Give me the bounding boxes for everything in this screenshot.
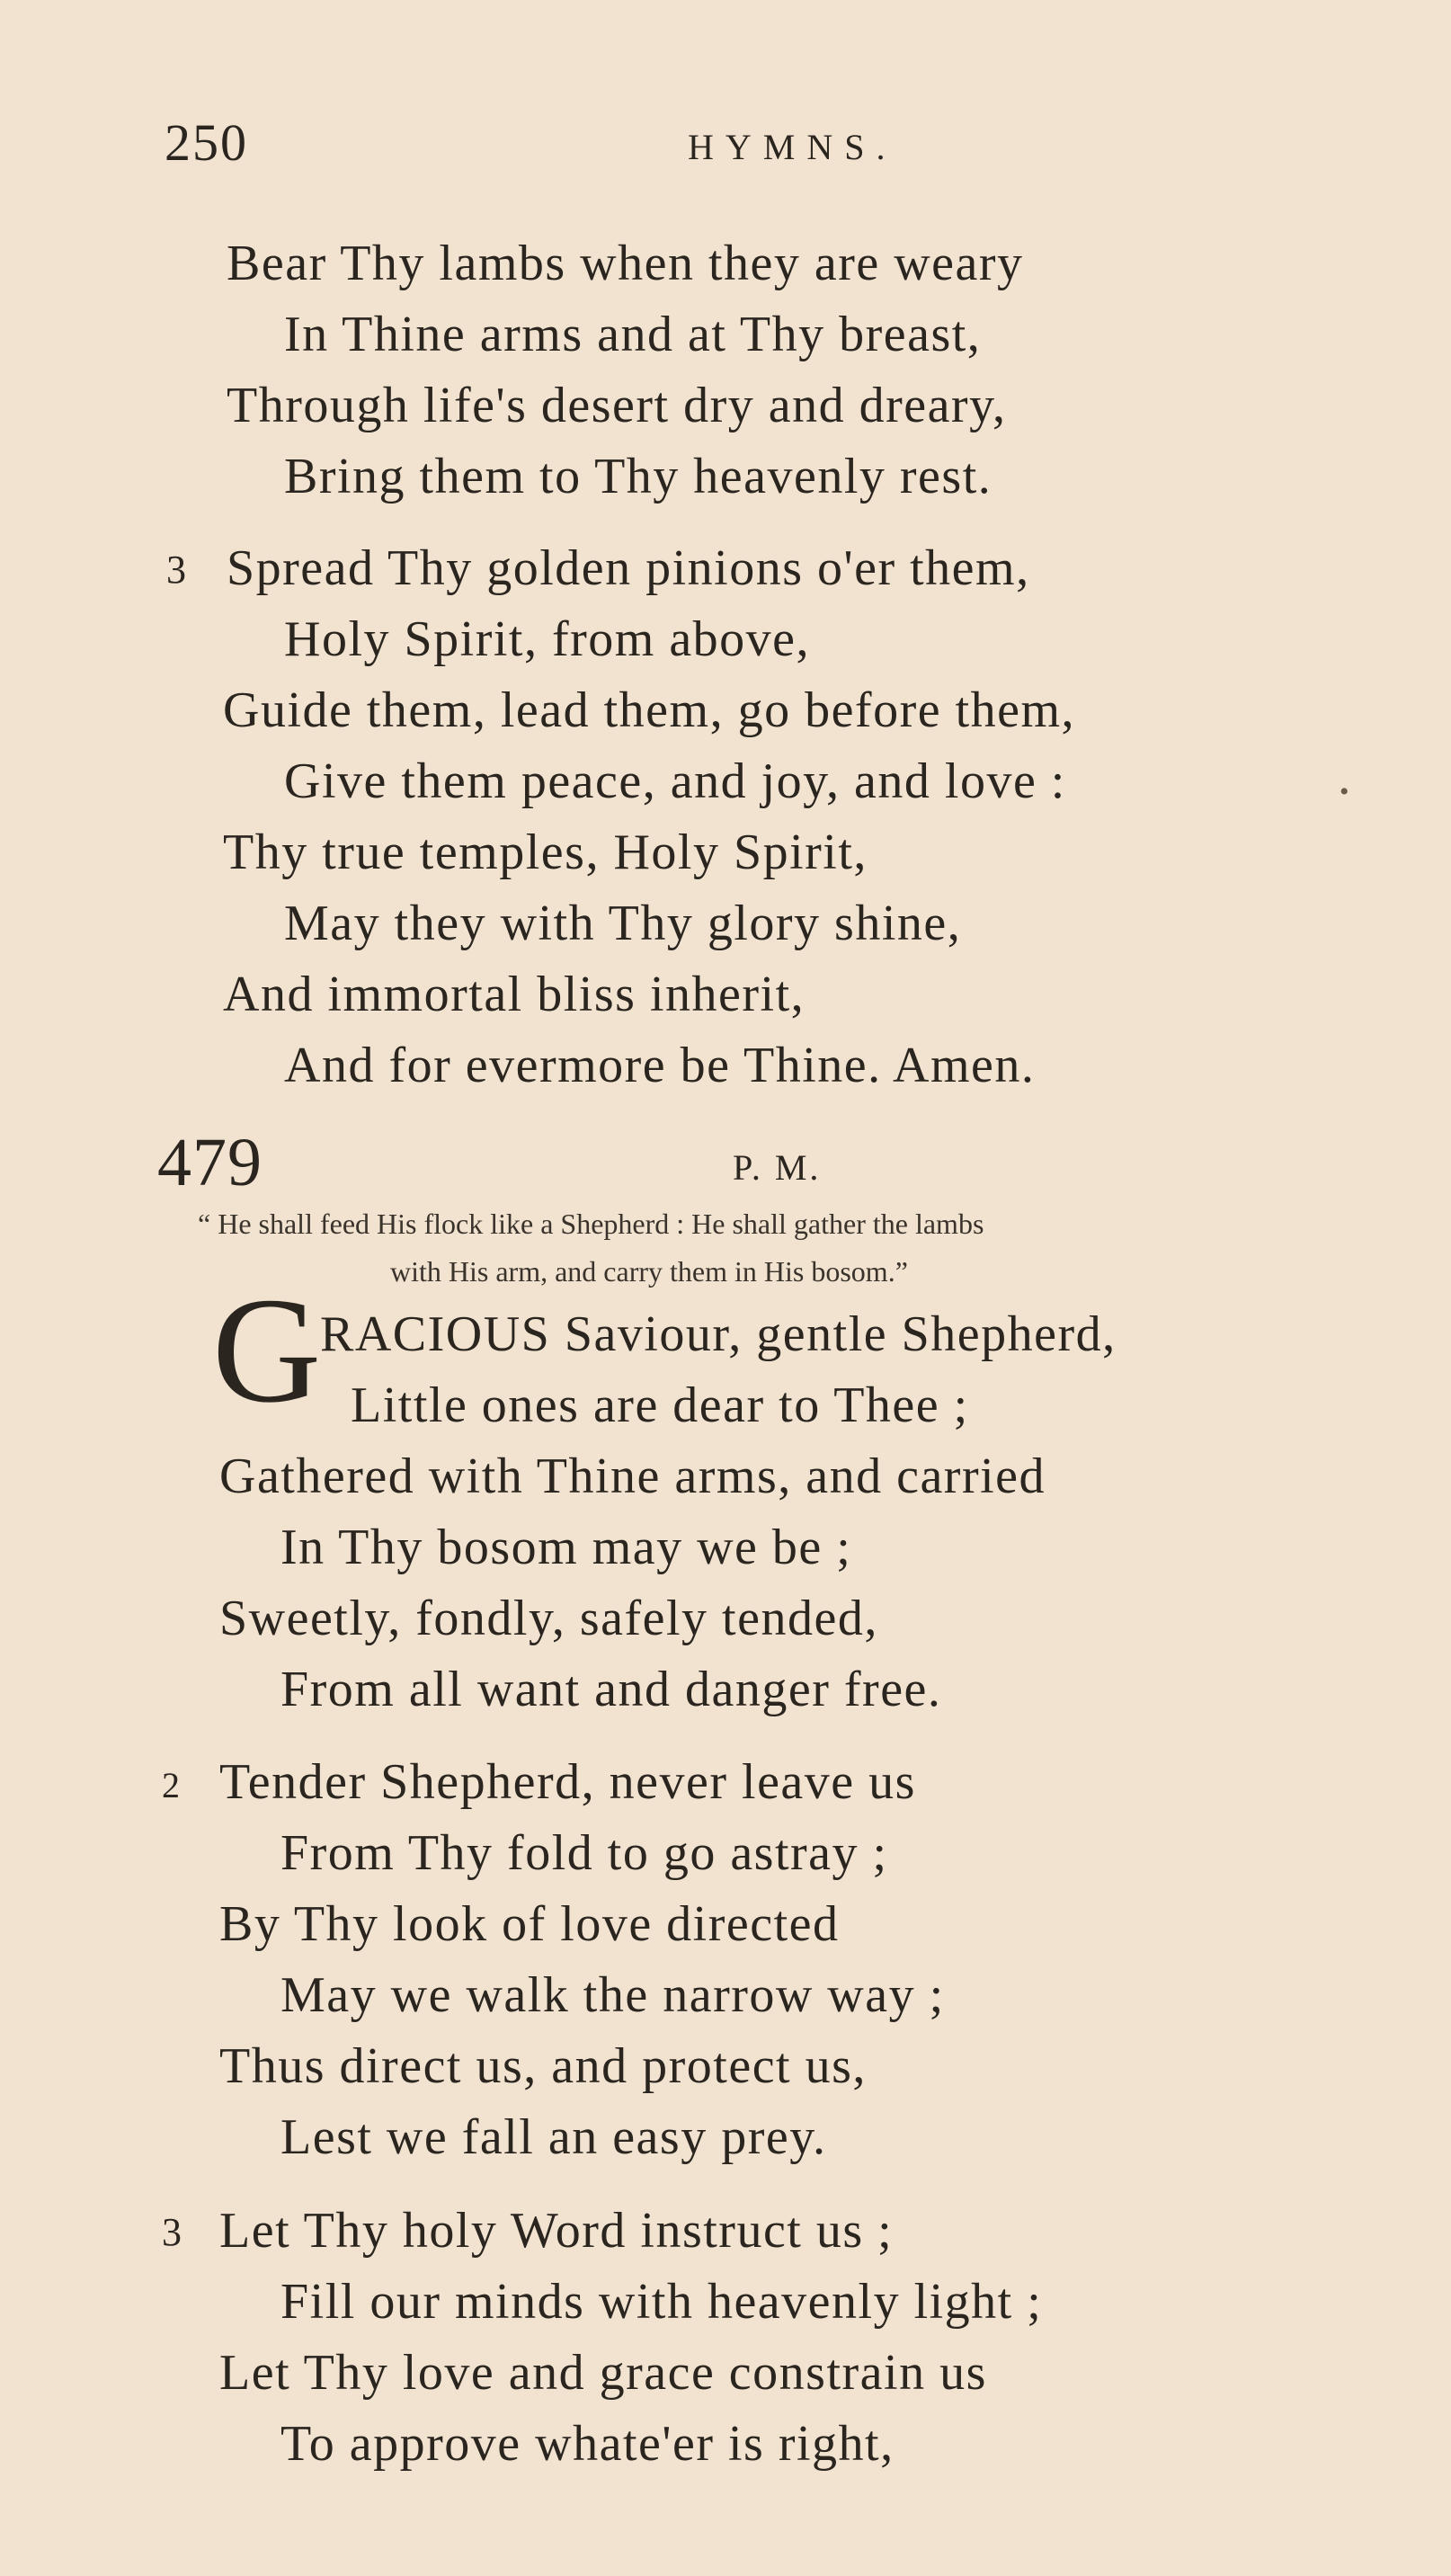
verse-line: Bring them to Thy heavenly rest. [284,449,993,504]
stanza-number: 3 [162,2210,182,2254]
verse-line: In Thine arms and at Thy breast, [284,307,982,362]
epigraph-line: “ He shall feed His flock like a Shepherd : He shall gather the lambs [198,1208,984,1240]
epigraph-line: with His arm, and carry them in His bosom.” [390,1255,908,1288]
verse-line: In Thy bosom may we be ; [280,1520,852,1575]
page-number: 250 [165,113,248,172]
hymn-number: 479 [157,1125,263,1200]
verse-line: Spread Thy golden pinions o'er them, [227,540,1030,596]
verse-line: From Thy fold to go astray ; [280,1825,888,1881]
verse-line: Holy Spirit, from above, [284,611,811,667]
ink-mark: • [1340,777,1349,807]
verse-line: Thy true temples, Holy Spirit, [223,824,868,880]
verse-line: Bear Thy lambs when they are weary [227,236,1024,291]
verse-line: Lest we fall an easy prey. [280,2109,827,2165]
verse-line: RACIOUS Saviour, gentle Shepherd, [320,1306,1117,1362]
verse-line: Tender Shepherd, never leave us [219,1754,916,1810]
verse-line: Fill our minds with heavenly light ; [280,2274,1043,2330]
verse-line: To approve whate'er is right, [280,2416,895,2472]
verse-line: May we walk the narrow way ; [280,1967,945,2023]
verse-line: Little ones are dear to Thee ; [351,1377,969,1433]
running-title: HYMNS. [688,127,897,167]
drop-cap: G [212,1267,322,1434]
verse-line: Guide them, lead them, go before them, [223,682,1076,738]
verse-line: Let Thy love and grace constrain us [219,2345,987,2401]
hymn-meter: P. M. [733,1147,822,1188]
stanza-number: 3 [166,548,186,592]
verse-line: Let Thy holy Word instruct us ; [219,2203,894,2259]
verse-line: And immortal bliss inherit, [223,967,806,1022]
verse-line: Gathered with Thine arms, and carried [219,1448,1046,1504]
verse-line: By Thy look of love directed [219,1896,840,1952]
verse-line: Through life's desert dry and dreary, [227,378,1007,433]
verse-line: May they with Thy glory shine, [284,896,962,951]
verse-line: From all want and danger free. [280,1662,942,1717]
verse-line: Sweetly, fondly, safely tended, [219,1591,878,1646]
verse-line: And for evermore be Thine. Amen. [284,1038,1036,1093]
verse-line: Thus direct us, and protect us, [219,2038,867,2094]
stanza-number: 2 [162,1765,180,1805]
verse-line: Give them peace, and joy, and love : [284,753,1066,809]
